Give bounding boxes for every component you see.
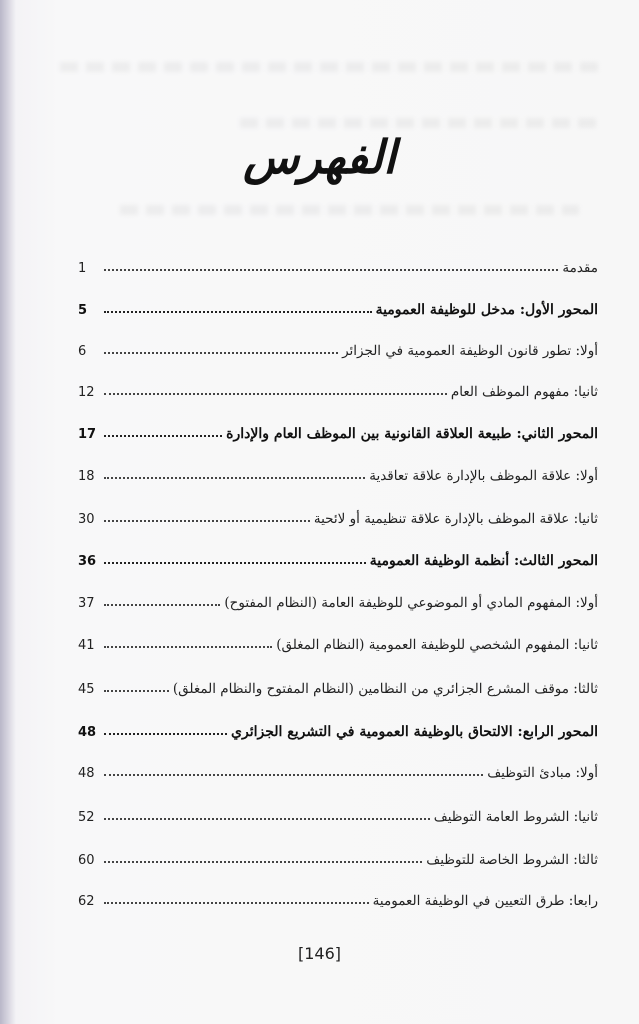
toc-entry-label: ثالثا: موقف المشرع الجزائري من النظامين (النظام المفتوح والنظام المغلق) [172,681,598,697]
toc-page-number: 37 [78,596,95,611]
toc-entry-label: ثانيا: مفهوم الموظف العام [450,384,598,400]
bleed-through-text [120,205,579,215]
toc-section-entry[interactable] [78,716,598,740]
dot-leader [104,645,272,648]
toc-entry-label: رابعا: طرق التعيين في الوظيفة العمومية [372,893,598,909]
toc-page-number: 52 [78,810,95,825]
toc-entry[interactable] [78,757,598,781]
toc-entry-label: ثالثا: الشروط الخاصة للتوظيف [426,852,598,868]
toc-page-number: 48 [78,766,95,781]
dot-leader [104,392,447,395]
page-number-footer: [146] [297,944,342,963]
toc-entry[interactable] [78,503,598,527]
toc-entry-label: ثانيا: الشروط العامة التوظيف [433,809,598,825]
toc-entry-label: ثانيا: المفهوم الشخصي للوظيفة العمومية (النظام المغلق) [276,637,598,653]
toc-entry[interactable] [78,252,598,276]
toc-page-number: 48 [78,725,97,740]
toc-page-number: 5 [78,303,88,318]
toc-entry-label: مقدمة [562,260,598,276]
toc-entry[interactable] [78,885,598,909]
toc-entry[interactable] [78,629,598,653]
toc-page-number: 18 [78,469,95,484]
toc-page-number: 6 [78,344,87,359]
dot-leader [104,519,310,522]
dot-leader [104,689,169,692]
toc-entry-label: ثانيا: علاقة الموظف بالإدارة علاقة تنظيمية أو لائحية [313,511,598,527]
toc-entry-label: المحور الأول: مدخل للوظيفة العمومية [375,302,598,318]
toc-entry-label: أولا: تطور قانون الوظيفة العمومية في الجزائر [342,343,598,359]
dot-leader [104,901,369,904]
dot-leader [104,603,220,606]
bleed-through-text [240,118,599,128]
toc-entry[interactable] [78,801,598,825]
toc-page-number: 45 [78,682,95,697]
dot-leader [104,351,338,354]
toc-entry-label: أولا: مبادئ التوظيف [487,765,598,781]
toc-entry-label: أولا: علاقة الموظف بالإدارة علاقة تعاقدية [369,468,598,484]
toc-entry[interactable] [78,587,598,611]
toc-page-number: 1 [78,261,87,276]
dot-leader [104,561,366,564]
toc-section-entry[interactable] [78,545,598,569]
toc-section-entry[interactable] [78,418,598,442]
toc-page-number: 17 [78,427,97,442]
dot-leader [104,434,222,437]
toc-entry[interactable] [78,376,598,400]
toc-entry-label: أولا: المفهوم المادي أو الموضوعي للوظيفة العامة (النظام المفتوح) [224,595,598,611]
toc-page-number: 60 [78,853,95,868]
toc-page-number: 30 [78,512,95,527]
toc-page-number: 12 [78,385,95,400]
dot-leader [104,860,422,863]
toc-entry[interactable] [78,335,598,359]
dot-leader [104,732,227,735]
bleed-through-text [60,62,599,72]
toc-page-number: 62 [78,894,95,909]
dot-leader [104,476,365,479]
toc-entry-label: المحور الرابع: الالتحاق بالوظيفة العمومية في التشريع الجزائري [231,724,598,740]
toc-entry[interactable] [78,460,598,484]
dot-leader [104,310,372,313]
toc-entry-label: المحور الثاني: طبيعة العلاقة القانونية بين الموظف العام والإدارة [226,426,598,442]
toc-entry[interactable] [78,844,598,868]
page-title: الفهرس [243,130,396,184]
toc-page-number: 36 [78,554,97,569]
toc-entry[interactable] [78,673,598,697]
toc-section-entry[interactable] [78,294,598,318]
toc-entry-label: المحور الثالث: أنظمة الوظيفة العمومية [369,553,598,569]
dot-leader [104,268,558,271]
dot-leader [104,817,430,820]
toc-page-number: 41 [78,638,95,653]
dot-leader [104,773,483,776]
